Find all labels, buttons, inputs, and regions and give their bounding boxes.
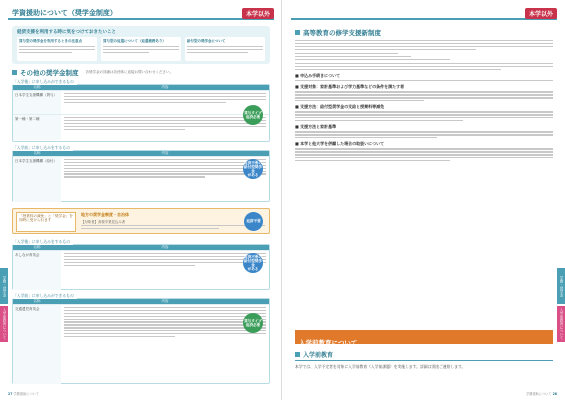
table-row: 日本学生支援機構（貸与）: [13, 90, 269, 114]
table-label: 「入学前」に申し込みができるもの: [13, 293, 77, 299]
pre-enrollment-banner: 入学前教育について: [295, 330, 553, 344]
callout-box: [12, 208, 270, 234]
square-icon: [295, 352, 300, 357]
subsection-heading: ■ 支援方法：給付型奨学金の支給と授業料等減免: [295, 104, 385, 110]
right-footer: 学費援助について 28: [526, 392, 557, 396]
square-icon: [12, 70, 17, 75]
subsection-heading: ■ 本学と他大学を併願した場合の取扱いについて: [295, 141, 385, 147]
notice-box: [12, 26, 270, 64]
subsection-heading: ■ 申込み手続きについて: [295, 73, 341, 79]
table-label: 「入学前」に申し込みをするもの: [13, 145, 73, 151]
left-badge: 本学以外: [242, 8, 274, 19]
left-page: [0, 0, 282, 400]
table-label: 「入学後」に申し込みができるもの: [13, 79, 77, 85]
notice-col: 貸与型の奨学金を利用するときの注意点: [17, 37, 97, 61]
section-title-other-scholarships: その他の奨学金制度 各奨学金の詳細は各団体に直接お問い合わせください。: [12, 68, 173, 77]
scholarship-table: 「入学後」に申し込みをするもの 名称 内容 あしなが育英会 返済不要の 給付型奨学金 がある: [12, 244, 270, 290]
side-tab-pre-enrollment[interactable]: 入学前教育について: [557, 306, 565, 342]
right-badge: 本学以外: [525, 8, 557, 19]
section-title: 高等教育の修学支援新制度: [303, 29, 381, 37]
side-tab-scholarship[interactable]: 学費・奨学金: [557, 268, 565, 304]
table-row: 交通遺児育英会: [13, 304, 269, 384]
notice-col: 給付型の奨学金について: [185, 37, 265, 61]
scholarship-table: 「入学後」に申し込みができるもの 名称 内容 日本学生支援機構（貸与） 第一種・第二種 貸与タイプ 返済必要: [12, 84, 270, 142]
pre-enrollment-subheading: 入学前教育: [295, 350, 553, 361]
table-row: 日本学生支援機構（給付）: [13, 156, 269, 202]
scholarship-table: 「入学前」に申し込みができるもの 名称 内容 交通遺児育英会 貸与タイプ 返済必要: [12, 298, 270, 384]
callout-subtitle: 【対象者】高校卒業見込み者: [81, 220, 126, 224]
side-tab-pre-enrollment[interactable]: 入学前教育について: [0, 306, 8, 342]
pre-enrollment-text: 本学では、入学予定者を対象に入学前教育（入学前課題）を実施します。詳細は別途ご連絡します。: [295, 364, 466, 369]
loan-type-badge: 貸与タイプ 返済必要: [243, 105, 263, 125]
grant-type-badge: 返済不要の 給付型奨学金 がある: [244, 160, 262, 178]
left-header: [8, 8, 274, 20]
grant-type-badge: 返済不要: [244, 212, 263, 231]
loan-type-badge: 貸与タイプ 返済必要: [243, 313, 263, 333]
left-header-title: 学資援助について（奨学金制度）: [12, 9, 117, 17]
square-icon: [295, 30, 300, 35]
table-row: あしなが育英会: [13, 250, 269, 290]
right-page: [283, 0, 565, 400]
callout-title: 地方の奨学金制度・自治体: [81, 212, 129, 217]
grant-type-badge: 返済不要の 給付型奨学金 がある: [244, 254, 262, 272]
right-header: [291, 8, 557, 20]
table-label: 「入学後」に申し込みをするもの: [13, 239, 73, 245]
notice-col: 貸与型の返還について（返還義務あり）: [101, 37, 181, 61]
scholarship-table: 「入学前」に申し込みをするもの 名称 内容 日本学生支援機構（給付） 返済不要の 給付型奨学金 がある: [12, 150, 270, 202]
subsection-heading: ■ 支援方法と家計基準: [295, 124, 337, 130]
notice-heading: 経済支援を利用する時に気をつけておきたいこと: [17, 30, 116, 35]
subsection-heading: ■ 支援対象：家計基準および学力基準などの条件を満たす者: [295, 84, 405, 90]
table-row: 第一種・第二種: [13, 114, 269, 140]
side-tab-scholarship[interactable]: 学費・奨学金: [0, 268, 8, 304]
new-support-system-section: [295, 28, 553, 164]
callout-note: 「授業料の減免」と「奨学金」を同時に受けられます: [16, 212, 76, 232]
left-footer: 27 学費援助について: [8, 392, 39, 396]
